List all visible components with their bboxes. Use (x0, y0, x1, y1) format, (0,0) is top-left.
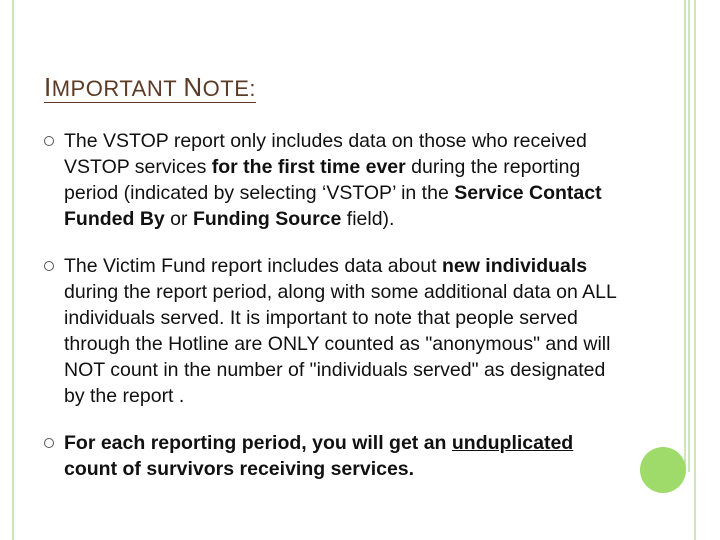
bullet-icon (44, 261, 54, 271)
text-run: or (164, 208, 193, 230)
bullet-item-vstop (40, 128, 630, 232)
bullet-text (64, 432, 573, 480)
bullet-icon (44, 438, 54, 448)
text-run: during the report period, along with some additional data on ALL individuals served. It is important to note that people served through the Hotline are ONLY counted as "anonymous" and will NOT count in the number of "individuals served" as designated by the report . (64, 281, 617, 407)
bullet-item-unduplicated (40, 430, 630, 482)
text-run: For each reporting period, you will get an (64, 432, 452, 454)
bullet-list (40, 128, 630, 503)
text-run: for the first time ever (211, 156, 406, 178)
bullet-icon (44, 136, 54, 146)
text-run: count of survivors receiving services. (64, 458, 415, 480)
text-run: Service Contact Funded By (64, 182, 602, 230)
text-run: during the reporting period (indicated by selecting ‘VSTOP’ in the (64, 156, 581, 204)
text-run: field). (341, 208, 395, 230)
text-run: Funding Source (192, 208, 342, 230)
bullet-text (64, 130, 602, 230)
slide-title: IMPORTANT NOTE: (44, 72, 256, 102)
green-circle-decoration (640, 447, 686, 493)
text-run: unduplicated (451, 432, 574, 454)
right-rail-decoration (684, 0, 690, 472)
bullet-item-victim-fund (40, 253, 630, 409)
text-run: The VSTOP report only includes data on those who received VSTOP services (64, 130, 587, 178)
text-run: new individuals (441, 255, 588, 277)
bullet-text (64, 255, 616, 407)
text-run: The Victim Fund report includes data about (64, 255, 442, 277)
